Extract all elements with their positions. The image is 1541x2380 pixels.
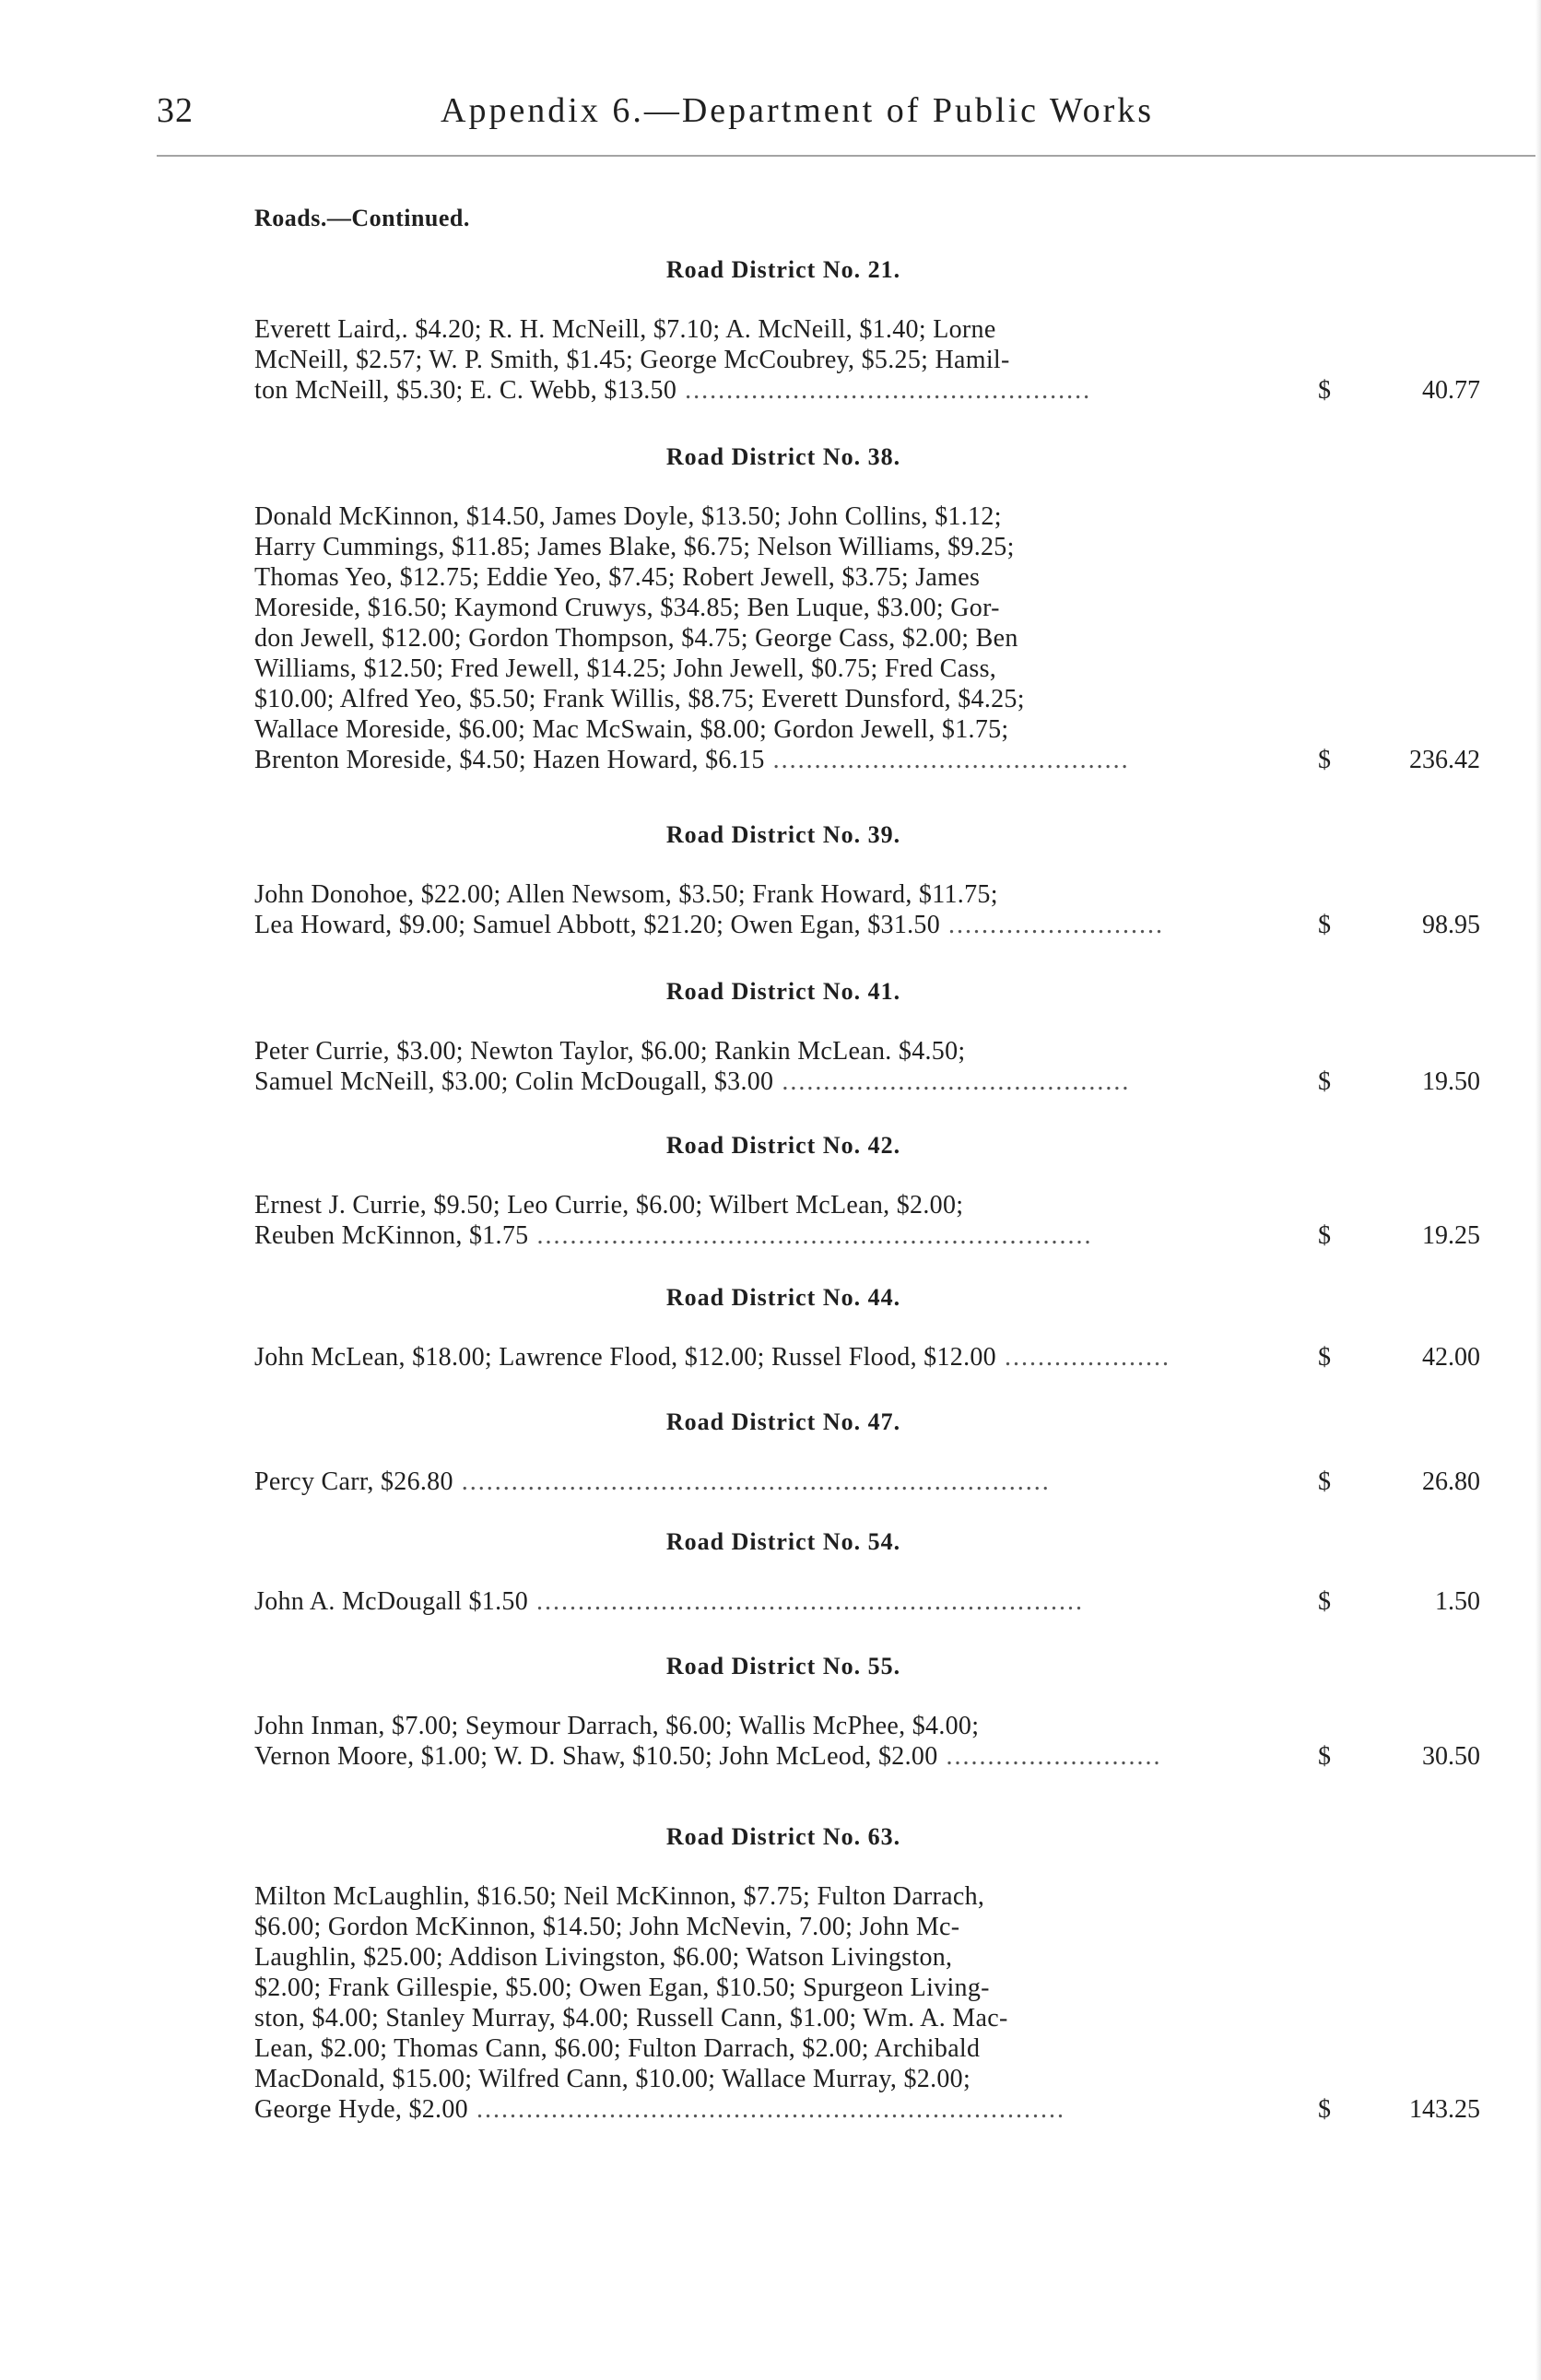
dollar-sign: $ [1318,376,1331,405]
payee-line: Brenton Moreside, $4.50; Hazen Howard, $6.15 ........................................... [254,746,1130,774]
district-entry [254,1342,1480,1373]
page-number: 32 [157,91,194,130]
payee-line: Vernon Moore, $1.00; W. D. Shaw, $10.50; John McLeod, $2.00 .......................... [254,1742,1162,1771]
payee-line: Peter Currie, $3.00; Newton Taylor, $6.00; Rankin McLean. $4.50; [254,1037,966,1066]
dollar-sign: $ [1318,2095,1331,2124]
dollar-sign: $ [1318,1467,1331,1496]
payee-line: don Jewell, $12.00; Gordon Thompson, $4.75; George Cass, $2.00; Ben [254,624,1018,653]
district-title: Road District No. 38. [665,443,901,470]
road-district [254,975,1480,1097]
payee-list [254,1586,1312,1617]
payee-list [254,1036,1312,1097]
header-rule [157,155,1539,157]
payee-line: Williams, $12.50; Fred Jewell, $14.25; John Jewell, $0.75; Fred Cass, [254,654,997,683]
payee-line: Samuel McNeill, $3.00; Colin McDougall, $3.00 .......................................... [254,1067,1131,1096]
payee-list [254,314,1312,406]
district-total: 30.50 [1422,1742,1480,1771]
payee-line: $10.00; Alfred Yeo, $5.50; Frank Willis, $8.75; Everett Dunsford, $4.25; [254,685,1025,713]
dollar-sign: $ [1318,1742,1331,1771]
page-header [157,90,1259,146]
section-label: Roads.—Continued. [254,205,470,231]
payee-line: George Hyde, $2.00 ....................................................................... [254,2095,1065,2124]
dot-leaders: ....................................................................... [467,2095,1065,2124]
district-title: Road District No. 63. [665,1823,901,1850]
district-total: 42.00 [1422,1343,1480,1372]
district-entry [254,501,1480,775]
district-entry [254,1190,1480,1251]
payee-line: Moreside, $16.50; Kaymond Cruwys, $34.85; Ben Luque, $3.00; Gor- [254,594,1000,622]
payee-list [254,879,1312,940]
payee-line: John Inman, $7.00; Seymour Darrach, $6.00; Wallis McPhee, $4.00; [254,1712,980,1740]
payee-line: Ernest J. Currie, $9.50; Leo Currie, $6.00; Wilbert McLean, $2.00; [254,1191,964,1219]
district-title: Road District No. 39. [665,821,901,848]
payee-list [254,1881,1312,2125]
dot-leaders: .................................................................. [528,1587,1085,1616]
payee-line: ston, $4.00; Stanley Murray, $4.00; Russell Cann, $1.00; Wm. A. Mac- [254,2004,1008,2032]
district-title: Road District No. 55. [665,1653,901,1679]
road-district [254,1526,1480,1617]
district-title: Road District No. 42. [665,1132,901,1159]
payee-list [254,1467,1312,1497]
dot-leaders: .......................... [937,1742,1162,1771]
dot-leaders: ................................................. [676,376,1092,405]
road-district [254,1406,1480,1497]
dot-leaders: ........................................... [764,746,1130,774]
road-district [254,253,1480,406]
road-district [254,1281,1480,1373]
payee-line: Percy Carr, $26.80 ....................................................................... [254,1467,1051,1496]
district-total: 19.50 [1422,1067,1480,1096]
district-title: Road District No. 44. [665,1284,901,1311]
payee-line: Reuben McKinnon, $1.75 ................................................................... [254,1221,1093,1250]
district-total: 143.25 [1409,2095,1480,2124]
payee-line: John McLean, $18.00; Lawrence Flood, $12.00; Russel Flood, $12.00 .................... [254,1343,1170,1372]
district-total: 19.25 [1422,1221,1480,1250]
payee-line: Thomas Yeo, $12.75; Eddie Yeo, $7.45; Robert Jewell, $3.75; James [254,563,981,592]
district-entry [254,1881,1480,2125]
payee-line: Everett Laird,. $4.20; R. H. McNeill, $7.10; A. McNeill, $1.40; Lorne [254,315,996,344]
payee-line: John A. McDougall $1.50 .................................................................. [254,1587,1085,1616]
payee-line: Milton McLaughlin, $16.50; Neil McKinnon, $7.75; Fulton Darrach, [254,1882,985,1911]
dollar-sign: $ [1318,911,1331,939]
district-title: Road District No. 21. [665,256,901,283]
district-entry [254,1711,1480,1772]
district-title: Road District No. 47. [665,1408,901,1435]
road-district [254,441,1480,775]
payee-line: Laughlin, $25.00; Addison Livingston, $6.00; Watson Livingston, [254,1943,953,1972]
payee-line: John Donohoe, $22.00; Allen Newsom, $3.50; Frank Howard, $11.75; [254,880,998,909]
payee-list [254,501,1312,775]
road-district [254,819,1480,940]
district-total: 26.80 [1422,1467,1480,1496]
page-edge [1535,0,1541,2380]
road-district [254,1820,1480,2125]
district-entry [254,1036,1480,1097]
payee-line: Lea Howard, $9.00; Samuel Abbott, $21.20; Owen Egan, $31.50 .......................... [254,911,1165,939]
district-total: 98.95 [1422,911,1480,939]
dot-leaders: .................... [995,1343,1170,1372]
payee-line: $2.00; Frank Gillespie, $5.00; Owen Egan, $10.50; Spurgeon Living- [254,1974,990,2002]
dollar-sign: $ [1318,1343,1331,1372]
dot-leaders: ................................................................... [528,1221,1093,1250]
dollar-sign: $ [1318,746,1331,774]
payee-list [254,1190,1312,1251]
payee-line: $6.00; Gordon McKinnon, $14.50; John McNevin, 7.00; John Mc- [254,1913,960,1941]
payee-line: Wallace Moreside, $6.00; Mac McSwain, $8.00; Gordon Jewell, $1.75; [254,715,1009,744]
dot-leaders: ....................................................................... [453,1467,1051,1496]
payee-line: ton McNeill, $5.30; E. C. Webb, $13.50 ................................................. [254,376,1092,405]
payee-line: Harry Cummings, $11.85; James Blake, $6.75; Nelson Williams, $9.25; [254,533,1015,561]
payee-list [254,1342,1312,1373]
payee-line: McNeill, $2.57; W. P. Smith, $1.45; George McCoubrey, $5.25; Hamil- [254,346,1010,374]
payee-line: Donald McKinnon, $14.50, James Doyle, $13.50; John Collins, $1.12; [254,502,1002,531]
dollar-sign: $ [1318,1067,1331,1096]
dot-leaders: .......................................... [773,1067,1131,1096]
road-district [254,1129,1480,1251]
district-entry [254,879,1480,940]
district-total: 236.42 [1409,746,1480,774]
dollar-sign: $ [1318,1221,1331,1250]
district-title: Road District No. 41. [665,978,901,1005]
district-total: 40.77 [1422,376,1480,405]
payee-line: MacDonald, $15.00; Wilfred Cann, $10.00; Wallace Murray, $2.00; [254,2065,971,2093]
road-district [254,1650,1480,1772]
dot-leaders: .......................... [940,911,1165,939]
district-entry [254,1467,1480,1497]
district-total: 1.50 [1435,1587,1480,1616]
dollar-sign: $ [1318,1587,1331,1616]
running-title: Appendix 6.—Department of Public Works [441,91,1155,130]
district-title: Road District No. 54. [665,1528,901,1555]
district-entry [254,314,1480,406]
payee-list [254,1711,1312,1772]
payee-line: Lean, $2.00; Thomas Cann, $6.00; Fulton Darrach, $2.00; Archibald [254,2034,981,2063]
district-entry [254,1586,1480,1617]
